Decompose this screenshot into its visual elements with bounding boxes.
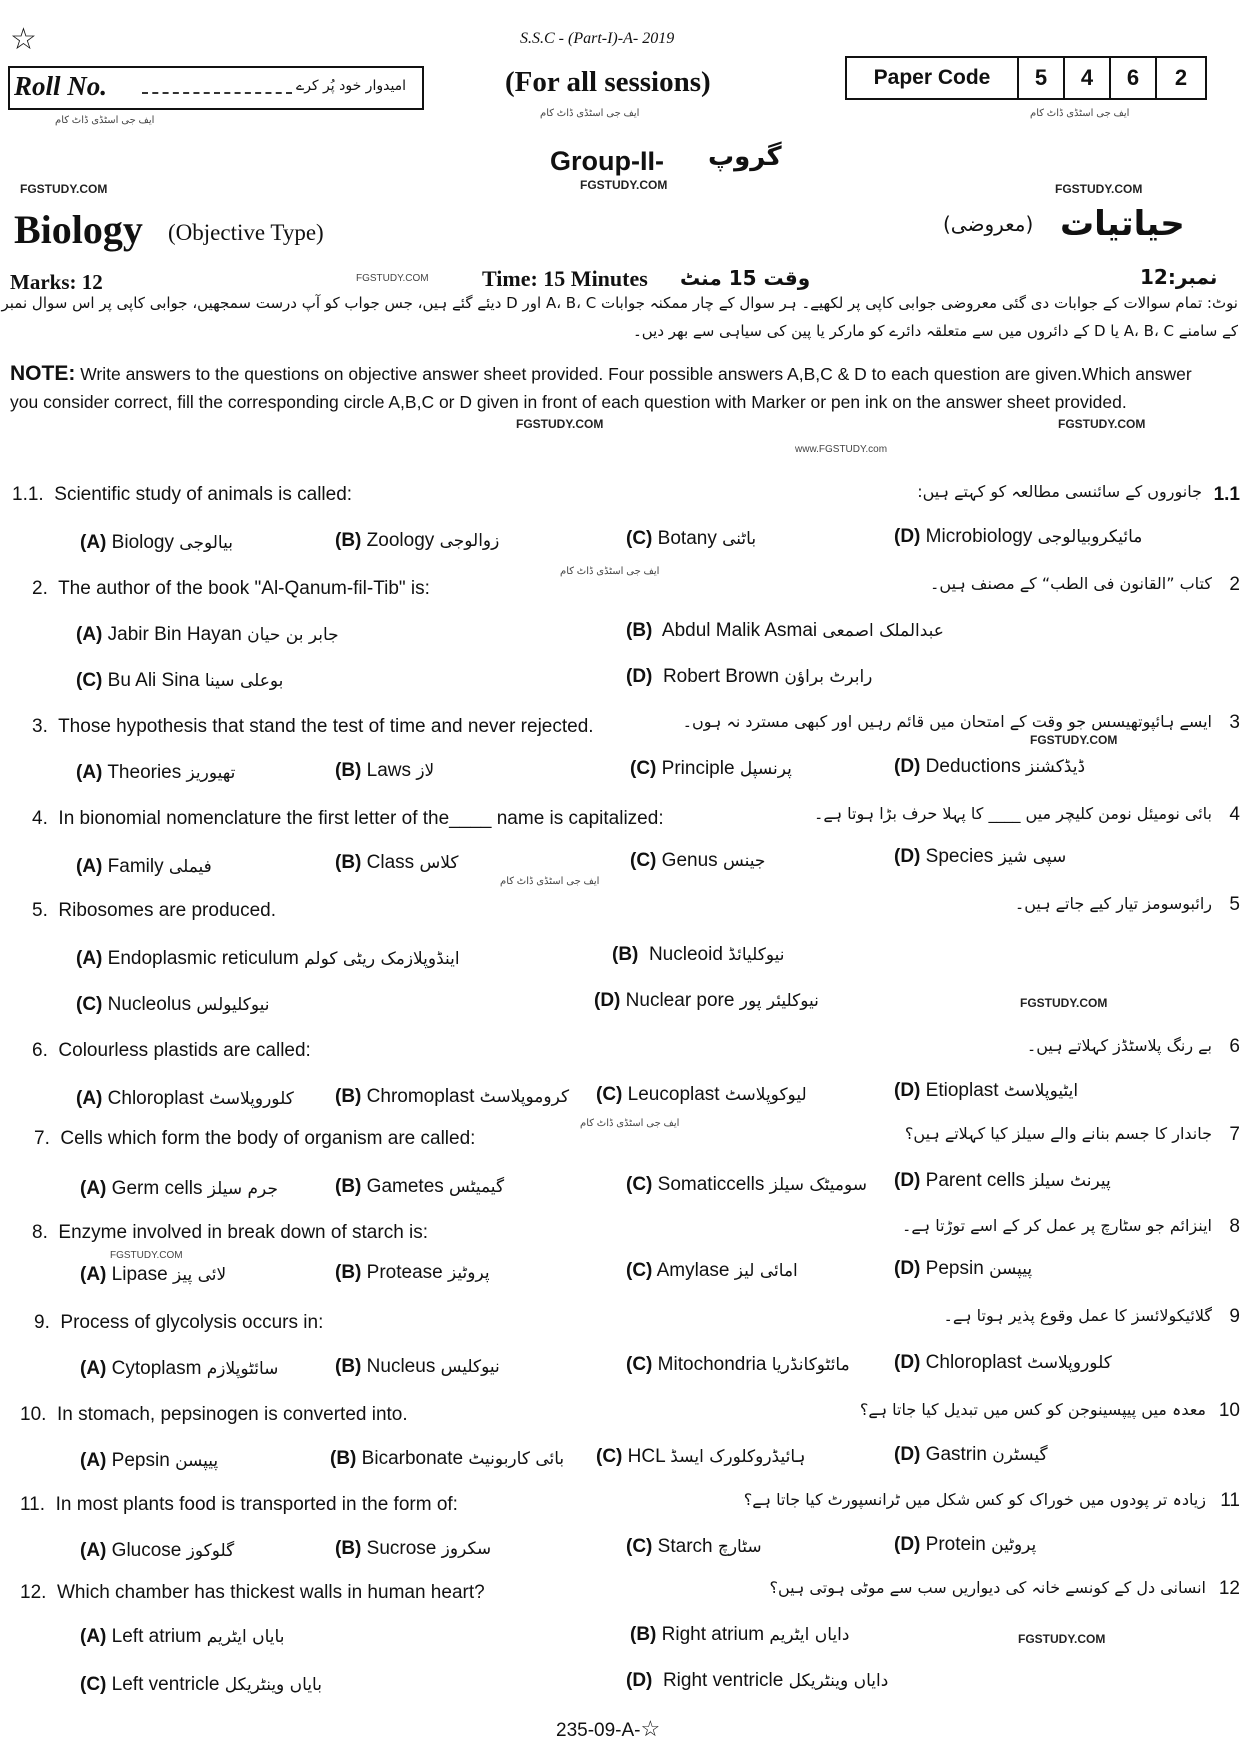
- question-3-urdu-num: 3: [1229, 712, 1240, 733]
- question-1-urdu: جانوروں کے سائنسی مطالعہ کو کہتے ہیں:: [917, 482, 1202, 501]
- exam-title: S.S.C - (Part-I)-A- 2019: [520, 30, 675, 47]
- q1-option-d[interactable]: (D) Microbiology مائیکروبیالوجی: [894, 526, 1143, 547]
- time-label: Time: 15 Minutes: [482, 266, 648, 291]
- q11-option-a[interactable]: (A) Glucose گلوکوز: [80, 1540, 235, 1561]
- roll-input-line[interactable]: [142, 92, 292, 94]
- q3-option-d[interactable]: (D) Deductions ڈیڈکشنز: [894, 756, 1086, 777]
- paper-code-digit: 2: [1174, 65, 1188, 90]
- q2-option-d[interactable]: (D) Robert Brown رابرٹ براؤن: [626, 666, 873, 687]
- marks-urdu: نمبر:12: [1140, 265, 1218, 289]
- q8-option-c[interactable]: (C) Amylase امائی لیز: [626, 1260, 798, 1281]
- subject-type: (Objective Type): [168, 220, 324, 245]
- q4-option-b[interactable]: (B) Class کلاس: [335, 852, 459, 873]
- question-3-urdu: ایسے ہائپوتھیسس جو وقت کے امتحان میں قائم رہیں اور کبھی مسترد نہ ہوں۔: [682, 712, 1212, 731]
- time-urdu: وقت 15 منٹ: [680, 266, 811, 290]
- question-8-urdu-num: 8: [1229, 1216, 1240, 1237]
- q8-option-a[interactable]: (A) Lipase لائی پیز: [80, 1264, 227, 1285]
- q10-option-d[interactable]: (D) Gastrin گیسٹرن: [894, 1444, 1048, 1465]
- question-11-urdu: زیادہ تر پودوں میں خوراک کو کس شکل میں ٹرانسپورٹ کیا جاتا ہے؟: [743, 1490, 1206, 1509]
- group-urdu: گروپ: [708, 142, 782, 172]
- question-7: 7. Cells which form the body of organism are called:: [34, 1128, 476, 1149]
- q10-option-a[interactable]: (A) Pepsin پیپسن: [80, 1450, 219, 1471]
- q10-option-c[interactable]: (C) HCL ہائیڈروکلورک ایسڈ: [596, 1446, 806, 1467]
- q6-option-d[interactable]: (D) Etioplast ایٹیوپلاسٹ: [894, 1080, 1079, 1101]
- q12-option-b[interactable]: (B) Right atrium دایاں ایٹریم: [630, 1624, 850, 1645]
- sessions-label: (For all sessions): [505, 66, 711, 98]
- question-6-urdu: بے رنگ پلاسٹڈز کہلاتے ہیں۔: [1026, 1036, 1212, 1055]
- question-4-urdu-num: 4: [1229, 804, 1240, 825]
- watermark: FGSTUDY.COM: [516, 417, 604, 431]
- q2-option-b[interactable]: (B) Abdul Malik Asmai عبدالملک اصمعی: [626, 620, 944, 641]
- question-6: 6. Colourless plastids are called:: [32, 1040, 311, 1061]
- q7-option-c[interactable]: (C) Somaticcells سومیٹک سیلز: [626, 1174, 868, 1195]
- q9-option-b[interactable]: (B) Nucleus نیوکلیس: [335, 1356, 500, 1377]
- question-10-urdu: معدہ میں پیپسینوجن کو کس میں تبدیل کیا جاتا ہے؟: [859, 1400, 1206, 1419]
- q8-option-d[interactable]: (D) Pepsin پیپسن: [894, 1258, 1033, 1279]
- watermark: FGSTUDY.COM: [1058, 417, 1146, 431]
- q2-option-c[interactable]: (C) Bu Ali Sina بوعلی سینا: [76, 670, 284, 691]
- q12-option-d[interactable]: (D) Right ventricle دایاں وینٹریکل: [626, 1670, 889, 1691]
- q5-option-d[interactable]: (D) Nuclear pore نیوکلیئر پور: [594, 990, 819, 1011]
- q2-option-a[interactable]: (A) Jabir Bin Hayan جابر بن حیان: [76, 624, 339, 645]
- q5-option-c[interactable]: (C) Nucleolus نیوکلیولس: [76, 994, 270, 1015]
- watermark: FGSTUDY.COM: [356, 273, 429, 284]
- q4-option-c[interactable]: (C) Genus جینس: [630, 850, 766, 871]
- watermark: FGSTUDY.COM: [1018, 1632, 1106, 1646]
- roll-number-box[interactable]: [8, 66, 424, 110]
- note-text: Write answers to the questions on objective answer sheet provided. Four possible answers A,B,C & D to each question are given.Which answer you consider correct, fill the corresponding circle A,B,C or D given in front of each question with Marker or pen ink on the answer sheet provided.: [10, 364, 1192, 412]
- q6-option-a[interactable]: (A) Chloroplast کلوروپلاسٹ: [76, 1088, 294, 1109]
- question-7-urdu-num: 7: [1229, 1124, 1240, 1145]
- watermark: ایف جی اسٹڈی ڈاٹ کام: [55, 115, 155, 126]
- q4-option-d[interactable]: (D) Species سپی شیز: [894, 846, 1067, 867]
- instruction-urdu-line1: نوٹ: تمام سوالات کے جوابات دی گئی معروضی جوابی کاپی پر لکھیے۔ ہر سوال کے چار ممکنہ جوابات A، B، C اور D دیئے گئے ہیں، جس جواب کو آپ درست سمجھیں، جوابی کاپی پر اس سوال نمبر: [1, 294, 1238, 312]
- q3-option-a[interactable]: (A) Theories تھیوریز: [76, 762, 236, 783]
- q9-option-d[interactable]: (D) Chloroplast کلوروپلاسٹ: [894, 1352, 1112, 1373]
- question-9-urdu-num: 9: [1229, 1306, 1240, 1327]
- question-1-urdu-num: 1.1: [1213, 484, 1240, 505]
- roll-label: Roll No.: [14, 71, 108, 101]
- watermark: FGSTUDY.COM: [1020, 996, 1108, 1010]
- question-11-urdu-num: 11: [1220, 1490, 1240, 1511]
- q12-option-c[interactable]: (C) Left ventricle بایاں وینٹریکل: [80, 1674, 322, 1695]
- q1-option-a[interactable]: (A) Biology بیالوجی: [80, 532, 233, 553]
- q7-option-d[interactable]: (D) Parent cells پیرنٹ سیلز: [894, 1170, 1111, 1191]
- watermark: FGSTUDY.COM: [1055, 182, 1143, 196]
- question-8-urdu: اینزائم جو سٹارچ پر عمل کر کے اسے توڑتا ہے۔: [902, 1216, 1212, 1235]
- subject-title: Biology: [14, 207, 143, 252]
- watermark: ایف جی اسٹڈی ڈاٹ کام: [560, 566, 660, 577]
- subject-type-urdu: (معروضی): [943, 212, 1034, 236]
- q11-option-d[interactable]: (D) Protein پروٹین: [894, 1534, 1037, 1555]
- question-2-urdu-num: 2: [1229, 574, 1240, 595]
- q5-option-b[interactable]: (B) Nucleoid نیوکلیائڈ: [612, 944, 785, 965]
- watermark: FGSTUDY.COM: [20, 182, 108, 196]
- footer-code: 235-09-A-☆: [556, 1716, 661, 1741]
- q5-option-a[interactable]: (A) Endoplasmic reticulum اینڈوپلازمک ریٹی کولم: [76, 948, 460, 969]
- note-label: NOTE:: [10, 362, 76, 385]
- subject-urdu: حیاتیات: [1060, 204, 1185, 244]
- note-paragraph: [10, 360, 1200, 416]
- group-label: Group-II-: [550, 146, 664, 176]
- question-10-urdu-num: 10: [1218, 1400, 1240, 1421]
- paper-code-label: Paper Code: [847, 58, 1019, 98]
- star-icon: ☆: [10, 23, 37, 56]
- question-12-urdu: انسانی دل کے کونسے خانہ کی دیواریں سب سے موٹی ہوتی ہیں؟: [769, 1578, 1206, 1597]
- q10-option-b[interactable]: (B) Bicarbonate بائی کاربونیٹ: [330, 1448, 565, 1469]
- q12-option-a[interactable]: (A) Left atrium بایاں ایٹریم: [80, 1626, 285, 1647]
- q7-option-a[interactable]: (A) Germ cells جرم سیلز: [80, 1178, 278, 1199]
- question-12-urdu-num: 12: [1218, 1578, 1240, 1599]
- question-5-urdu: رائبوسومز تیار کیے جاتے ہیں۔: [1014, 894, 1212, 913]
- q11-option-b[interactable]: (B) Sucrose سکروز: [335, 1538, 492, 1559]
- question-1: 1.1. Scientific study of animals is called:: [12, 484, 353, 505]
- question-3: 3. Those hypothesis that stand the test of time and never rejected.: [32, 716, 594, 737]
- q9-option-a[interactable]: (A) Cytoplasm سائٹوپلازم: [80, 1358, 279, 1379]
- question-5-urdu-num: 5: [1229, 894, 1240, 915]
- question-6-urdu-num: 6: [1229, 1036, 1240, 1057]
- q1-option-b[interactable]: (B) Zoology زوالوجی: [335, 530, 500, 551]
- question-7-urdu: جاندار کا جسم بنانے والے سیلز کیا کہلاتے ہیں؟: [904, 1124, 1212, 1143]
- footer-star-icon: ☆: [640, 1716, 661, 1741]
- instruction-urdu-line2: کے سامنے A، B، C یا D کے دائروں میں سے متعلقہ دائرے کو مارکر یا پین کی سیاہی سے بھر دیں۔: [632, 322, 1238, 340]
- watermark: FGSTUDY.COM: [1030, 733, 1118, 747]
- watermark: FGSTUDY.COM: [580, 178, 668, 192]
- q8-option-b[interactable]: (B) Protease پروٹیز: [335, 1262, 490, 1283]
- paper-code-box: [845, 56, 1207, 100]
- q1-option-c[interactable]: (C) Botany باٹنی: [626, 528, 757, 549]
- q6-option-b[interactable]: (B) Chromoplast کروموپلاسٹ: [335, 1086, 570, 1107]
- question-4-urdu: بائی نومیئل نومن کلیچر میں ____ کا پہلا حرف بڑا ہوتا ہے۔: [813, 804, 1212, 823]
- q6-option-c[interactable]: (C) Leucoplast لیوکوپلاسٹ: [596, 1084, 807, 1105]
- q3-option-b[interactable]: (B) Laws لاز: [335, 760, 435, 781]
- question-8: 8. Enzyme involved in break down of starch is:: [32, 1222, 429, 1243]
- watermark: ایف جی اسٹڈی ڈاٹ کام: [540, 108, 640, 119]
- q4-option-a[interactable]: (A) Family فیملی: [76, 856, 212, 877]
- watermark: FGSTUDY.COM: [110, 1250, 183, 1261]
- roll-urdu: امیدوار خود پُر کرے: [296, 78, 407, 94]
- watermark: ایف جی اسٹڈی ڈاٹ کام: [580, 1118, 680, 1129]
- question-2: 2. The author of the book "Al-Qanum-fil-Tib" is:: [32, 578, 430, 599]
- paper-code-digit: 6: [1111, 58, 1157, 98]
- watermark: ایف جی اسٹڈی ڈاٹ کام: [1030, 108, 1130, 119]
- question-2-urdu: کتاب ”القانون فی الطب“ کے مصنف ہیں۔: [930, 574, 1212, 593]
- question-4: 4. In bionomial nomenclature the first letter of the____ name is capitalized:: [32, 808, 664, 829]
- question-9-urdu: گلائیکولائسز کا عمل وقوع پذیر ہوتا ہے۔: [943, 1306, 1212, 1325]
- q11-option-c[interactable]: (C) Starch سٹارچ: [626, 1536, 762, 1557]
- watermark: ایف جی اسٹڈی ڈاٹ کام: [500, 876, 600, 887]
- q7-option-b[interactable]: (B) Gametes گیمیٹس: [335, 1176, 505, 1197]
- question-9: 9. Process of glycolysis occurs in:: [34, 1312, 324, 1333]
- watermark: www.FGSTUDY.com: [795, 444, 888, 455]
- marks-label: Marks: 12: [10, 270, 103, 294]
- question-11: 11. In most plants food is transported in the form of:: [20, 1494, 458, 1515]
- question-10: 10. In stomach, pepsinogen is converted into.: [20, 1404, 408, 1425]
- q9-option-c[interactable]: (C) Mitochondria مائٹوکانڈریا: [626, 1354, 850, 1375]
- paper-code-digit: 4: [1065, 58, 1111, 98]
- question-5: 5. Ribosomes are produced.: [32, 900, 276, 921]
- paper-code-digit: 5: [1019, 58, 1065, 98]
- q3-option-c[interactable]: (C) Principle پرنسپل: [630, 758, 792, 779]
- question-12: 12. Which chamber has thickest walls in human heart?: [20, 1582, 485, 1603]
